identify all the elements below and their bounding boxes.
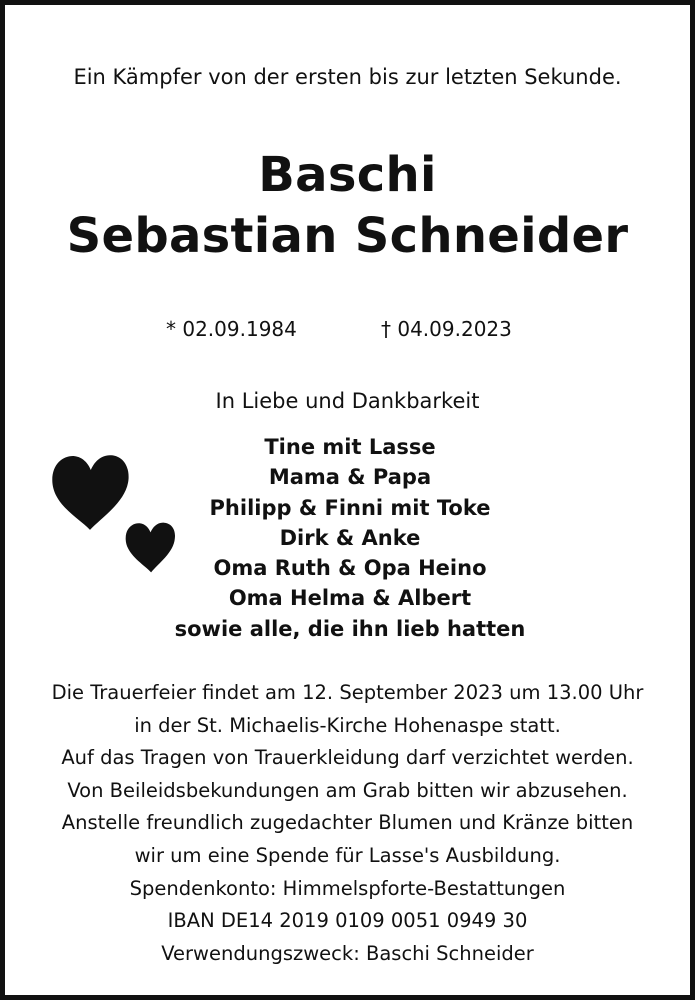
service-line: wir um eine Spende für Lasse's Ausbildung. [134, 843, 561, 867]
service-line: Spendenkonto: Himmelspforte-Bestattungen [129, 876, 566, 900]
list-item: Tine mit Lasse [264, 435, 436, 459]
service-line: Von Beileidsbekundungen am Grab bitten wir abzusehen. [67, 778, 628, 802]
list-item: Mama & Papa [268, 465, 432, 490]
service-line: Verwendungszweck: Baschi Schneider [161, 941, 534, 965]
list-item: Philipp & Finni mit Toke [209, 495, 491, 520]
mourners-list [145, 432, 555, 644]
service-line: Die Trauerfeier findet am 12. September 2023 um 13.00 Uhr [51, 681, 644, 704]
motto: Ein Kämpfer von der ersten bis zur letzten Sekunde. [73, 65, 622, 89]
death-date: † 04.09.2023 [381, 317, 512, 341]
heart-icon [49, 450, 131, 536]
service-line: IBAN DE14 2019 0109 0051 0949 30 [167, 909, 528, 933]
list-item: Oma Ruth & Opa Heino [213, 556, 487, 581]
list-item: sowie alle, die ihn lieb hatten [174, 616, 526, 641]
service-line: in der St. Michaelis-Kirche Hohenaspe statt. [134, 713, 561, 737]
deceased-nickname: Baschi [258, 147, 437, 203]
life-dates [5, 315, 690, 343]
gratitude-line: In Liebe und Dankbarkeit [215, 389, 480, 413]
list-item: Dirk & Anke [279, 525, 421, 550]
service-information [5, 677, 690, 970]
service-line: Anstelle freundlich zugedachter Blumen und Kränze bitten [61, 811, 634, 835]
deceased-full-name: Sebastian Schneider [66, 208, 629, 264]
birth-date: * 02.09.1984 [166, 317, 297, 341]
service-line: Auf das Tragen von Trauerkleidung darf verzichtet werden. [61, 746, 634, 770]
list-item: Oma Helma & Albert [228, 586, 472, 611]
